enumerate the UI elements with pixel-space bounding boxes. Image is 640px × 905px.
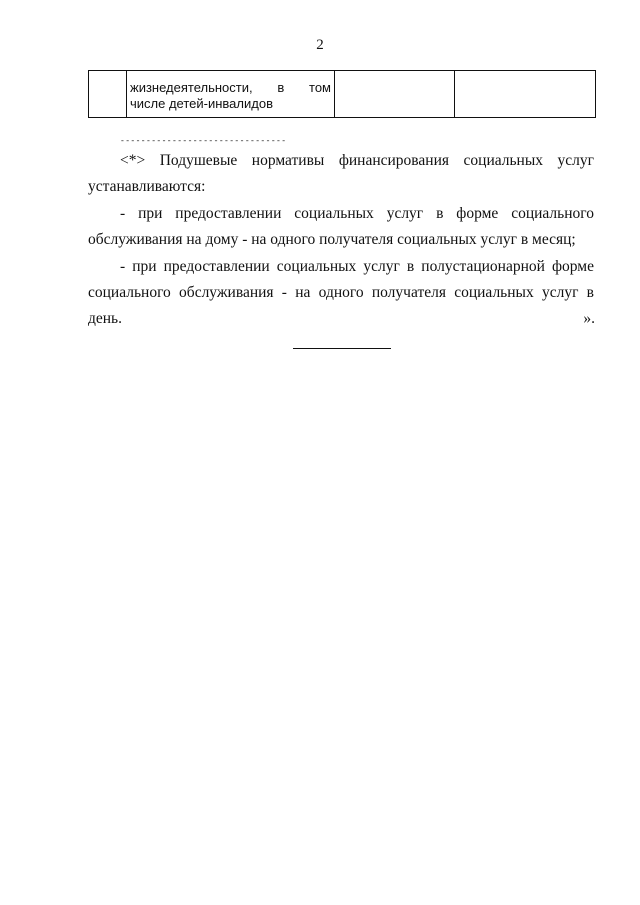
table-cell-name-line2: числе детей-инвалидов (130, 96, 273, 111)
continuation-table (88, 70, 596, 118)
footnote-paragraph-line: <*> Подушевые нормативы финансирования социальных услуг (120, 152, 594, 169)
page-number: 2 (316, 37, 324, 53)
footnote-list-item (88, 254, 594, 332)
closing-quote: ». (583, 310, 595, 327)
table-cell-word: жизнедеятельности, (130, 80, 253, 95)
table-cell-word: в (277, 80, 285, 95)
table-cell-word: том (309, 80, 331, 95)
footnote-paragraph-line: - при предоставлении социальных услуг в полустационарной форме (120, 258, 594, 275)
table-cell-value (335, 71, 455, 118)
footnote-paragraph-line: обслуживания на дому - на одного получателя социальных услуг в месяц; (88, 231, 576, 248)
footnote-paragraph-line: устанавливаются: (88, 178, 206, 195)
footnote-paragraph (88, 148, 594, 200)
footnote-separator: -------------------------------- (120, 137, 287, 146)
table-cell-name-line1 (130, 80, 331, 96)
table-cell-name (127, 71, 335, 118)
table-cell-number (89, 71, 127, 118)
footnote-paragraph-line: - при предоставлении социальных услуг в форме социального (120, 205, 594, 222)
footnote-paragraph-line: социального обслуживания - на одного получателя социальных услуг в день. (88, 284, 594, 327)
end-of-document-rule (293, 348, 391, 349)
table-row (89, 71, 596, 118)
table-cell-value (455, 71, 596, 118)
footnote-list-item (88, 201, 594, 253)
